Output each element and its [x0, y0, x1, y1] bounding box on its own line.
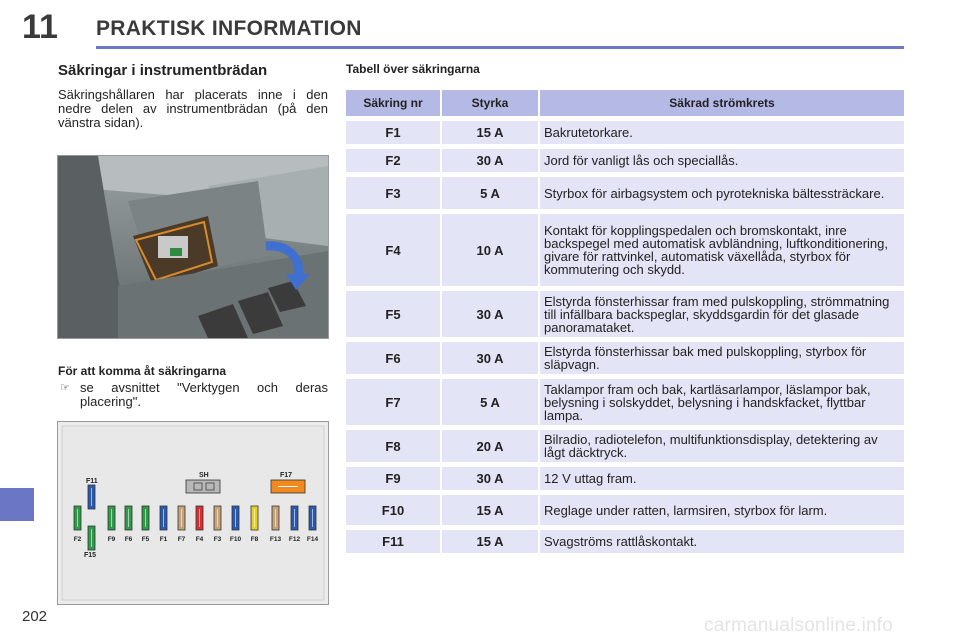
watermark: carmanualsonline.info	[704, 615, 894, 636]
fuse-number: F8	[346, 430, 440, 462]
dashboard-photo	[57, 155, 329, 339]
fuse-number: F1	[346, 121, 440, 144]
fuse-rating: 15 A	[442, 495, 538, 525]
fuse-label-f15: F15	[84, 552, 97, 559]
table-row	[346, 530, 904, 553]
section-paragraph: Säkringshållaren har placerats inne i den nedre delen av instrumentbrädan (på den vänstra sidan).	[58, 87, 328, 130]
fuse-table	[344, 85, 906, 558]
pointing-hand-icon: ☞	[60, 382, 70, 394]
fuse-label-f9: F9	[107, 536, 116, 543]
header-rule	[96, 46, 904, 49]
fuse-number: F10	[346, 495, 440, 525]
page-number: 202	[22, 608, 48, 625]
fuse-circuit: Bakrutetorkare.	[540, 121, 904, 144]
fuse-circuit: Bilradio, radiotelefon, multifunktionsdisplay, detektering av lågt däcktryck.	[540, 430, 904, 462]
fuse-label-f1: F1	[159, 536, 168, 543]
fuse-circuit: Elstyrda fönsterhissar fram med pulskoppling, strömmatning till infällbara backspeglar, skyddsgardin för det glasade panoramataket.	[540, 291, 904, 337]
column-header-circuit: Säkrad strömkrets	[540, 90, 904, 116]
fuse-rating: 15 A	[442, 121, 538, 144]
fuse-label-f13: F13	[269, 536, 282, 543]
fuse-label-f10: F10	[229, 536, 242, 543]
column-header-fuse-number: Säkring nr	[346, 90, 440, 116]
shunt-slot-sh	[186, 480, 220, 493]
chapter-number: 11	[22, 8, 58, 46]
table-row	[346, 467, 904, 490]
table-row	[346, 121, 904, 144]
fuse-circuit: 12 V uttag fram.	[540, 467, 904, 490]
fuse-circuit: Styrbox för airbagsystem och pyrotekniska bältessträckare.	[540, 177, 904, 209]
column-header-rating: Styrka	[442, 90, 538, 116]
fuse-circuit: Taklampor fram och bak, kartläsarlampor, läslampor bak, belysning i solskyddet, belysning i handskfacket, flyttbar lampa.	[540, 379, 904, 425]
table-row	[346, 379, 904, 425]
fuse-label-f7: F7	[177, 536, 186, 543]
fuse-number: F9	[346, 467, 440, 490]
fuse-number: F6	[346, 342, 440, 374]
fuse-label-sh: SH	[199, 472, 209, 479]
fuse-label-f8: F8	[250, 536, 259, 543]
fuse-rating: 20 A	[442, 430, 538, 462]
fuse-label-f6: F6	[124, 536, 133, 543]
table-row	[346, 149, 904, 172]
fuse-label-f14: F14	[306, 536, 319, 543]
table-row	[346, 495, 904, 525]
fuse-rating: 30 A	[442, 467, 538, 490]
fuse-rating: 30 A	[442, 149, 538, 172]
table-row	[346, 291, 904, 337]
access-instruction	[58, 381, 328, 409]
fuse-number: F11	[346, 530, 440, 553]
table-row	[346, 342, 904, 374]
fuse-circuit: Jord för vanligt lås och speciallås.	[540, 149, 904, 172]
access-heading: För att komma åt säkringarna	[58, 364, 227, 378]
fuse-number: F7	[346, 379, 440, 425]
fuse-label-f17: F17	[280, 472, 293, 479]
fuse-label-f11: F11	[86, 478, 98, 485]
fuse-circuit: Elstyrda fönsterhissar bak med pulskoppling, styrbox för släpvagn.	[540, 342, 904, 374]
fuse-label-f5: F5	[141, 536, 150, 543]
access-instruction-text: se avsnittet "Verktygen och deras placering".	[80, 380, 328, 409]
fuse-box-diagram	[57, 421, 329, 605]
table-row	[346, 214, 904, 286]
fuse-circuit: Svagströms rattlåskontakt.	[540, 530, 904, 553]
fuse-circuit: Reglage under ratten, larmsiren, styrbox för larm.	[540, 495, 904, 525]
fuse-label-f2: F2	[73, 536, 82, 543]
fuse-rating: 15 A	[442, 530, 538, 553]
fuse-label-f3: F3	[213, 536, 222, 543]
fuse-label-f4: F4	[195, 536, 204, 543]
fuse-rating: 30 A	[442, 342, 538, 374]
fuse-number: F4	[346, 214, 440, 286]
chapter-side-tab	[0, 488, 34, 521]
table-row	[346, 430, 904, 462]
fuse-rating: 10 A	[442, 214, 538, 286]
fuse-label-f12: F12	[288, 536, 301, 543]
fuse-rating: 30 A	[442, 291, 538, 337]
table-title: Tabell över säkringarna	[346, 62, 480, 76]
fuse-number: F2	[346, 149, 440, 172]
fuse-rating: 5 A	[442, 177, 538, 209]
fuse-number: F3	[346, 177, 440, 209]
fuse-number: F5	[346, 291, 440, 337]
fuse-rating: 5 A	[442, 379, 538, 425]
chapter-title: PRAKTISK INFORMATION	[96, 17, 362, 40]
section-heading: Säkringar i instrumentbrädan	[58, 62, 268, 79]
table-row	[346, 177, 904, 209]
fuse-circuit: Kontakt för kopplingspedalen och bromskontakt, inre backspegel med automatisk avbländning, luftkonditionering, givare för rattvinkel, automatisk växellåda, styrbox för kommutering och skydd.	[540, 214, 904, 286]
